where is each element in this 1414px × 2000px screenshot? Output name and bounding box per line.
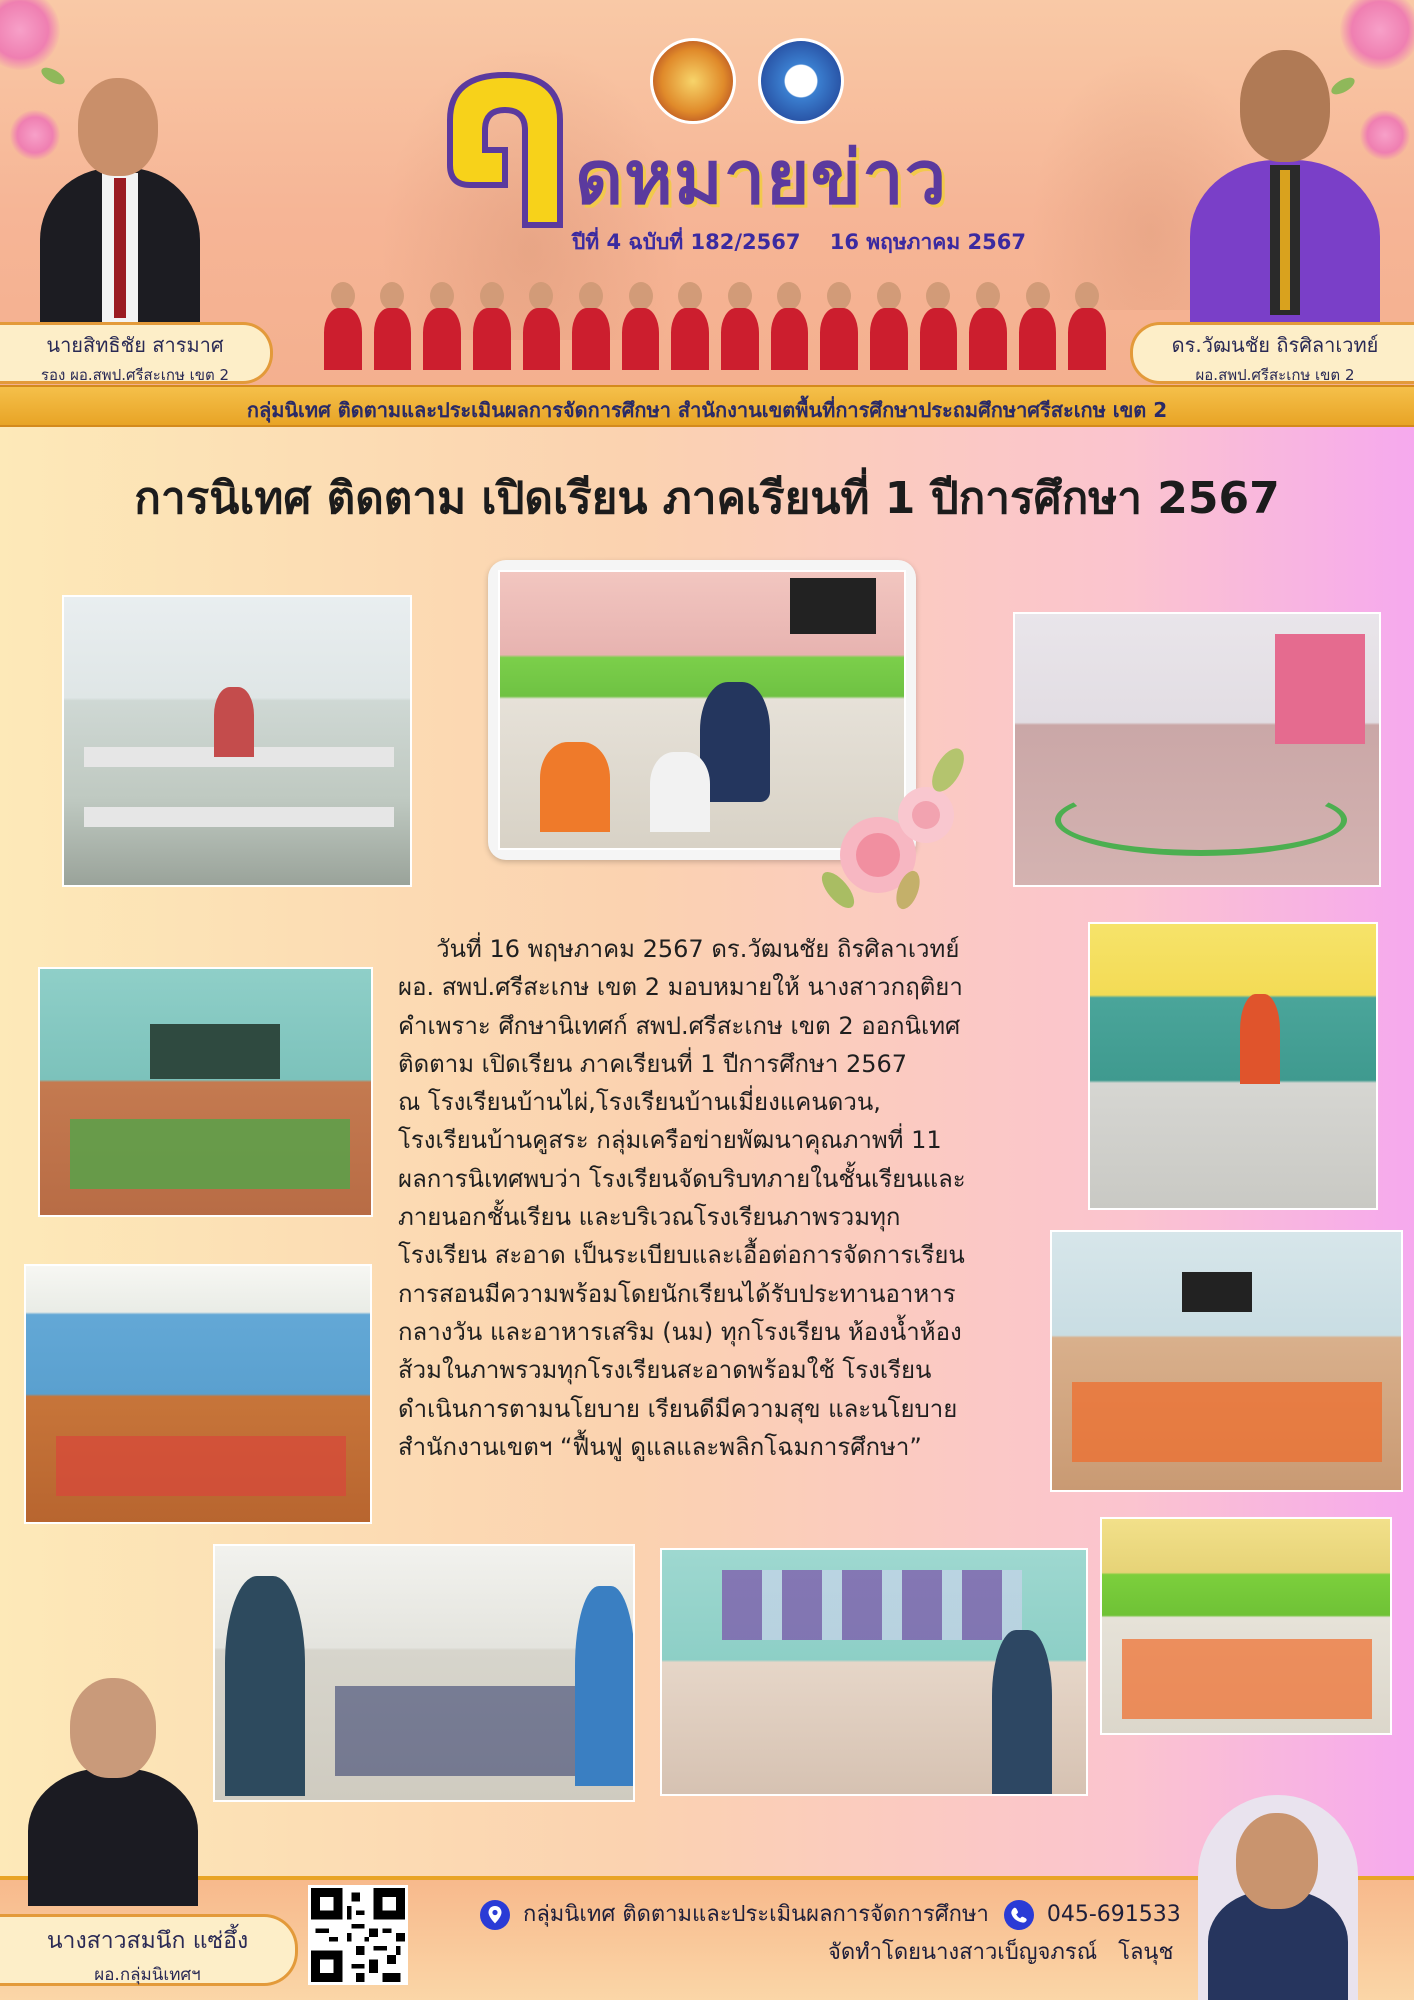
article-line: ผลการนิเทศพบว่า โรงเรียนจัดบริบทภายในชั้นเรียนและ — [398, 1164, 966, 1193]
classroom-photo — [1088, 922, 1378, 1210]
classroom-photo — [24, 1264, 372, 1524]
article-line: วันที่ 16 พฤษภาคม 2567 ดร.วัฒนชัย ถิรศิลาเวทย์ — [398, 935, 960, 963]
classroom-photo — [1050, 1230, 1403, 1492]
person-name: ดร.วัฒนชัย ถิรศิลาเวทย์ — [1171, 333, 1379, 357]
phone-icon — [1004, 1900, 1034, 1930]
person-role: รอง ผอ.สพป.ศรีสะเกษ เขต 2 — [40, 366, 230, 384]
article-line: โรงเรียนบ้านคูสระ กลุ่มเครือข่ายพัฒนาคุณภาพที่ 11 — [398, 1126, 942, 1155]
article-line: การสอนมีความพร้อมโดยนักเรียนได้รับประทานอาหาร — [398, 1279, 956, 1308]
classroom-photo — [213, 1544, 635, 1802]
ministry-logo — [650, 38, 736, 124]
group-name: กลุ่มนิเทศ ติดตามและประเมินผลการจัดการศึกษา — [523, 1902, 989, 1927]
phone-number[interactable]: 045-691533 — [1046, 1902, 1181, 1927]
classroom-photo — [62, 595, 412, 887]
article-line: ผอ. สพป.ศรีสะเกษ เขต 2 มอบหมายให้ นางสาวกฤติยา — [398, 973, 963, 1002]
person-name: นายสิทธิชัย สารมาศ — [46, 333, 224, 357]
person-name: นางสาวสมนึก แซ่อึ้ง — [46, 1928, 249, 1954]
article-line: ส้วมในภาพรวมทุกโรงเรียนสะอาดพร้อมใช้ โรงเรียน — [398, 1356, 932, 1385]
portrait-supervision-head — [28, 1678, 198, 1906]
location-pin-icon — [480, 1900, 510, 1930]
classroom-photo — [660, 1548, 1088, 1796]
flower-decoration — [808, 740, 978, 920]
kindergarten-photo — [1013, 612, 1381, 887]
header-banner — [0, 0, 1414, 385]
portrait-deputy-director — [40, 78, 200, 322]
article-line: ณ โรงเรียนบ้านไผ่,โรงเรียนบ้านเมี่ยงแคนดวน, — [398, 1088, 881, 1117]
person-role: ผอ.สพป.ศรีสะเกษ เขต 2 — [1195, 366, 1355, 384]
nameplate-deputy-director — [0, 322, 273, 384]
nameplate-director — [1130, 322, 1414, 384]
article-line: ดำเนินการตามนโยบาย เรียนดีมีความสุข และนโยบาย — [398, 1394, 958, 1423]
flower-decoration — [0, 0, 60, 70]
article-body — [398, 930, 1038, 1466]
article-line: โรงเรียน สะอาด เป็นระเบียบและเอื้อต่อการจัดการเรียน — [398, 1241, 965, 1270]
credit-line: จัดทำโดยนางสาวเบ็ญจภรณ์ โลนุช — [828, 1940, 1174, 1965]
classroom-photo — [38, 967, 373, 1217]
person-role: ผอ.กลุ่มนิเทศฯ — [94, 1965, 201, 1985]
office-bar — [0, 385, 1414, 427]
article-line: ติดตาม เปิดเรียน ภาคเรียนที่ 1 ปีการศึกษา 2567 — [398, 1049, 908, 1078]
portrait-author — [1198, 1795, 1358, 2000]
article-line: ภายนอกชั้นเรียน และบริเวณโรงเรียนภาพรวมทุก — [398, 1203, 901, 1232]
office-name: กลุ่มนิเทศ ติดตามและประเมินผลการจัดการศึกษา สำนักงานเขตพื้นที่การศึกษาประถมศึกษาศรีสะเกษ เขต 2 — [246, 398, 1168, 422]
portrait-director — [1190, 50, 1380, 322]
article-line: สำนักงานเขตฯ “ฟื้นฟู ดูแลและพลิกโฉมการศึกษา” — [398, 1432, 922, 1461]
jo-letter-logo — [430, 60, 580, 240]
article-line: กลางวัน และอาหารเสริม (นม) ทุกโรงเรียน ห้องน้ำห้อง — [398, 1317, 962, 1346]
contact-line — [480, 1896, 1181, 1931]
issue-info: ปีที่ 4 ฉบับที่ 182/2567 16 พฤษภาคม 2567 — [572, 230, 1026, 254]
nameplate-supervision-head — [0, 1914, 298, 1986]
newsletter-title: ดหมายข่าว — [575, 135, 948, 221]
kindergarten-photo — [1100, 1517, 1392, 1735]
office-logo — [758, 38, 844, 124]
staff-group-photo — [320, 278, 1110, 370]
article-line: คำเพราะ ศึกษานิเทศก์ สพป.ศรีสะเกษ เขต 2 ออกนิเทศ — [398, 1011, 961, 1040]
qr-code[interactable] — [308, 1885, 408, 1985]
article-headline: การนิเทศ ติดตาม เปิดเรียน ภาคเรียนที่ 1 ปีการศึกษา 2567 — [134, 473, 1280, 524]
